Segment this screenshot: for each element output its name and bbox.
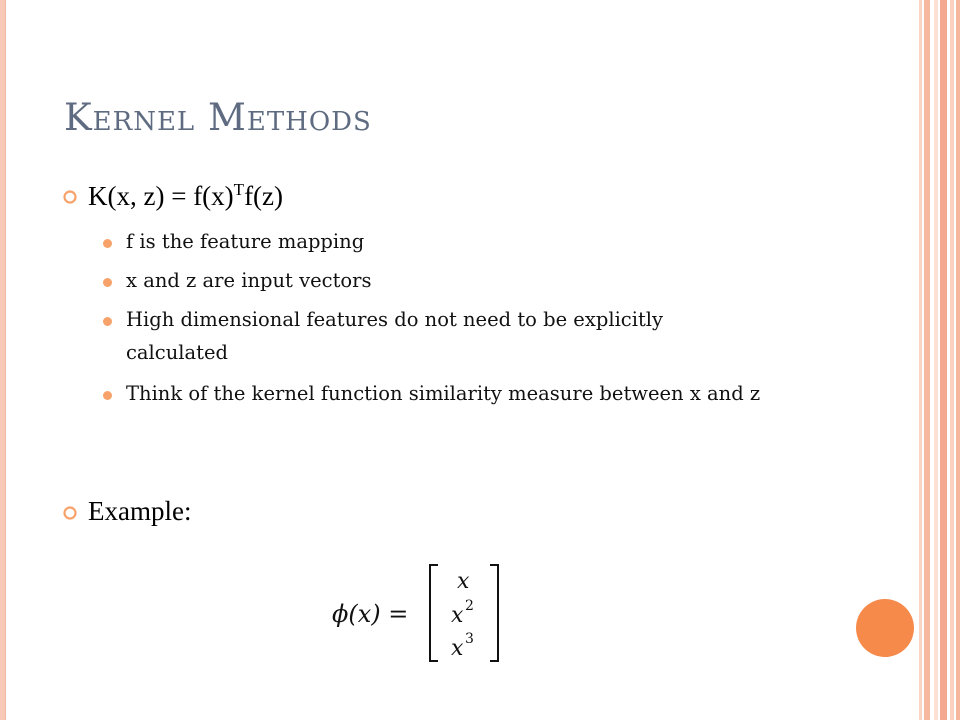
kernel-definition-text <box>88 180 283 212</box>
sub-bullet-text: Think of the kernel function similarity measure between x and z <box>126 382 761 405</box>
vector-entry: x <box>457 569 470 594</box>
example-label: Example: <box>88 496 192 526</box>
bullet-example <box>62 496 191 527</box>
sub-bullet-text: f is the feature mapping <box>126 230 365 253</box>
left-frame-border <box>0 0 6 720</box>
sub-bullet-text: x and z are input vectors <box>126 269 372 292</box>
decorative-stripes <box>914 0 960 720</box>
vector-exponent: 3 <box>465 631 474 647</box>
kernel-definition-tail: f(z) <box>244 181 284 211</box>
hollow-circle-bullet-icon <box>62 189 78 205</box>
sub-bullet <box>103 383 763 410</box>
formula-lhs: ϕ(x) = <box>332 600 409 628</box>
vector-entry: x <box>451 603 464 628</box>
hollow-circle-bullet-icon <box>62 505 78 521</box>
dot-bullet-icon <box>103 278 112 287</box>
sub-bullet <box>103 231 763 258</box>
bullet-kernel-definition <box>62 180 283 212</box>
transpose-superscript: T <box>233 180 245 199</box>
dot-bullet-icon <box>103 317 112 326</box>
dot-bullet-icon <box>103 239 112 248</box>
left-bracket <box>430 565 438 661</box>
sub-bullet <box>103 309 763 369</box>
sub-bullet <box>103 270 763 297</box>
right-bracket <box>490 565 498 661</box>
vector-exponent: 2 <box>465 598 474 614</box>
kernel-definition-main: K(x, z) = f(x) <box>88 181 234 211</box>
dot-bullet-icon <box>103 391 112 400</box>
feature-map-formula <box>330 560 520 670</box>
decorative-orange-circle <box>856 599 914 657</box>
sub-bullet-text: High dimensional features do not need to be explicitly calculated <box>126 308 664 364</box>
vector-entry: x <box>451 636 464 661</box>
slide-title: Kernel Methods <box>64 96 372 139</box>
